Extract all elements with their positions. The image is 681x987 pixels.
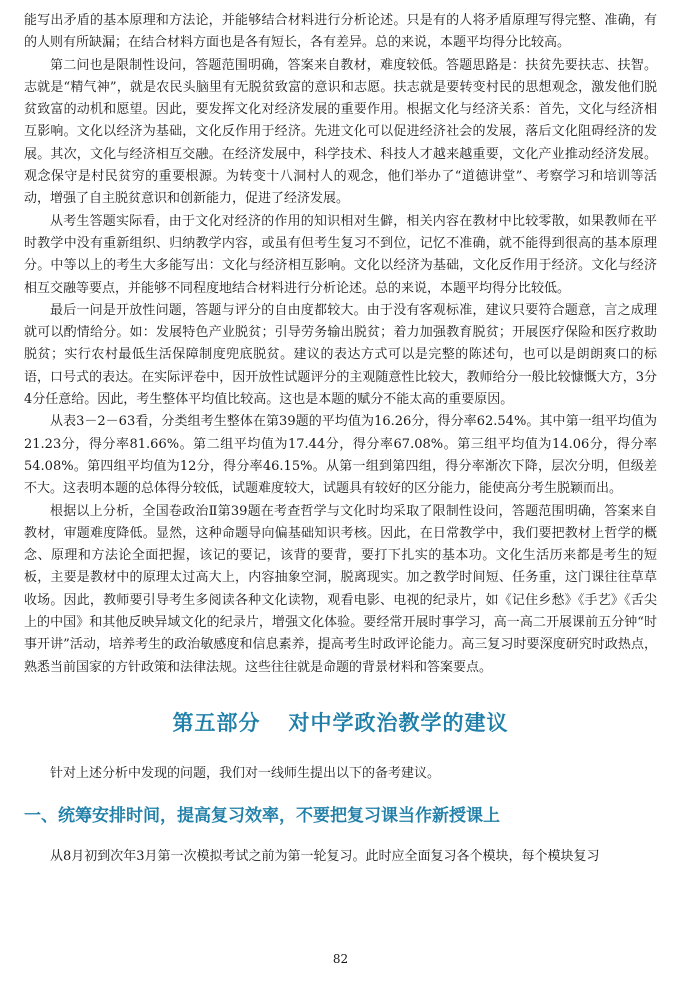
body-paragraph-4: 最后一问是开放性问题，答题与评分的自由度都较大。由于没有客观标准，建议只要符合题意，言之成理就可以酌情给分。如：发展特色产业脱贫；引导劳务输出脱贫；着力加强教育脱贫；开展医疗保险和医疗救助脱贫；实行农村最低生活保障制度兜底脱贫。建议的表达方式可以是完整的陈述句，也可以是朗朗爽口的标语，口号式的表达。在实际评卷中，因开放性试题评分的主观随意性比较大，教师给分一般比较慷慨大方，3分4分任意给。因此，考生整体平均值比较高。这也是本题的赋分不能太高的重要原因。 [24,302,657,408]
page-number: 82 [332,952,349,966]
section-heading: 一、统筹安排时间，提高复习效率，不要把复习课当作新授课上 [24,806,500,827]
part-title-text: 对中学政治教学的建议 [288,710,509,735]
body-paragraph-6: 根据以上分析，全国卷政治Ⅱ第39题在考查哲学与文化时均采取了限制性设问，答题范围明确，答案来自教材，审题难度降低。显然，这种命题导向偏基础知识考核。因此，在日常教学中，我们要把教材上哲学的概念、原理和方法论全面把握，该记的要记，该背的要背，要打下扎实的基本功。文化生活历来都是考生的短板，主要是教材中的原理太过高大上，内容抽象空洞，脱离现实。加之教学时间短、任务重，这门课往往草草收场。因此，教师要引导考生多阅读各种文化读物，观看电影、电视的纪录片，如《记住乡愁》《手艺》《舌尖上的中国》和其他反映异域文化的纪录片，增强文化体验。要经常开展时事学习，高一高二开展课前五分钟“时事开讲”活动，培养考生的政治敏感度和信息素养，提高考生时政评论能力。高三复习时要深度研究时政热点，熟悉当前国家的方针政策和法律法规。这些往往就是命题的背景材料和答案要点。 [24,503,657,675]
intro-paragraph: 针对上述分析中发现的问题，我们对一线师生提出以下的备考建议。 [50,765,441,781]
body-paragraph-1: 能写出矛盾的基本原理和方法论，并能够结合材料进行分析论述。只是有的人将矛盾原理写得完整、准确，有的人则有所缺漏；在结合材料方面也是各有短长，各有差异。总的来说，本题平均得分比较高。 [24,13,657,51]
body-paragraph-5: 从表3－2－63看，分类组考生整体在第39题的平均值为16.26分，得分率62.54%。其中第一组平均值为21.23分，得分率81.66%。第二组平均值为17.44分，得分率67.08%。第三组平均值为14.06分，得分率54.08%。第四组平均值为12分，得分率46.15%。从第一组到第四组，得分率渐次下降，层次分明，但级差不大。这表明本题的总体得分较低，试题难度较大，试题具有较好的区分能力，能使高分考生脱颖而出。 [24,414,657,497]
body-paragraph-3: 从考生答题实际看，由于文化对经济的作用的知识相对生僻，相关内容在教材中比较零散，如果教师在平时教学中没有重新组织、归纳教学内容，或虽有但考生复习不到位，记忆不准确，就不能得到很高的基本原理分。中等以上的考生大多能写出：文化与经济相互影响。文化以经济为基础，文化反作用于经济。文化与经济相互交融等要点，并能够不同程度地结合材料进行分析论述。总的来说，本题平均得分比较低。 [24,213,657,296]
part-title [24,707,657,737]
part-title-label: 第五部分 [172,710,261,735]
section-paragraph: 从8月初到次年3月第一次模拟考试之前为第一轮复习。此时应全面复习各个模块，每个模块复习 [50,849,600,865]
body-paragraph-2: 第二问也是限制性设问，答题范围明确，答案来自教材，难度较低。答题思路是：扶贫先要扶志、扶智。志就是“精气神”，就是农民头脑里有无脱贫致富的意识和志愿。扶志就是要转变村民的思想观念，激发他们脱贫致富的动机和愿望。因此，要发挥文化对经济发展的重要作用。根据文化与经济关系：首先，文化与经济相互影响。文化以经济为基础，文化反作用于经济。先进文化可以促进经济社会的发展，落后文化阻碍经济的发展。其次，文化与经济相互交融。在经济发展中，科学技术、科技人才越来越重要，文化产业推动经济发展。观念保守是村民贫穷的重要根源。为转变十八洞村人的观念，他们举办了“道德讲堂”、考察学习和培训等活动，增强了自主脱贫意识和创新能力，促进了经济发展。 [24,57,657,207]
